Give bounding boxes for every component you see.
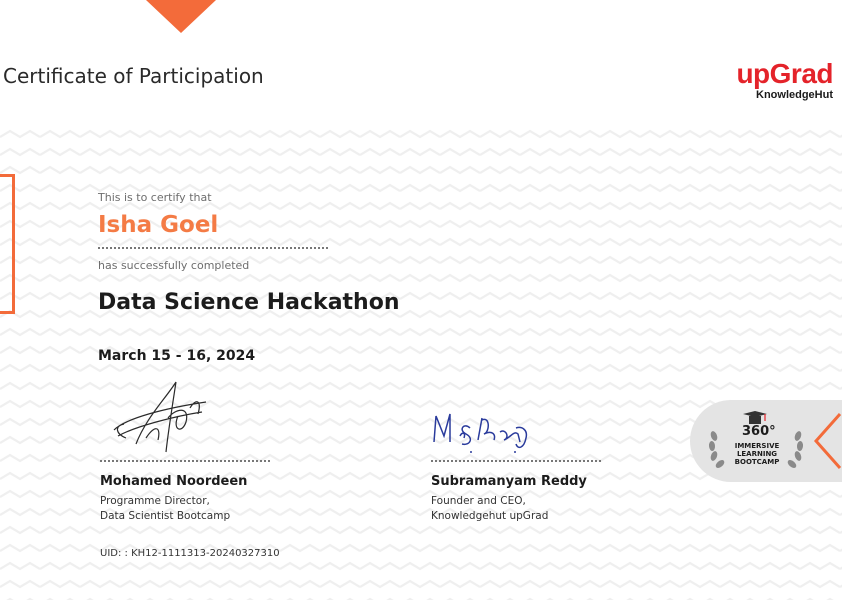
signature-noordeen	[106, 378, 216, 458]
signature-line-1	[100, 460, 270, 462]
badge-line-2: LEARNING	[736, 450, 778, 458]
completed-text: has successfully completed	[98, 259, 250, 272]
certify-text: This is to certify that	[98, 191, 212, 204]
signer-role-1b: Data Scientist Bootcamp	[100, 510, 231, 522]
graduation-cap-icon	[742, 411, 768, 425]
recipient-name: Isha Goel	[98, 212, 219, 238]
signer-role-2a: Founder and CEO,	[431, 495, 526, 507]
left-bracket-decoration	[0, 174, 15, 314]
signer-name-1: Mohamed Noordeen	[100, 474, 248, 489]
event-date: March 15 - 16, 2024	[98, 348, 256, 364]
right-chevron-decoration	[812, 412, 842, 470]
signer-name-2: Subramanyam Reddy	[431, 474, 587, 489]
certificate-title: Certificate of Participation	[3, 64, 264, 88]
signature-line-2	[431, 460, 601, 462]
logo-main-text: upGrad	[736, 58, 833, 89]
top-triangle-decoration	[146, 0, 216, 34]
certificate-uid: UID: : KH12-1111313-20240327310	[100, 548, 280, 559]
signer-role-1a: Programme Director,	[100, 495, 210, 507]
badge-label	[728, 442, 786, 466]
signer-role-2b: Knowledgehut upGrad	[431, 510, 549, 522]
badge-line-3: BOOTCAMP	[734, 458, 780, 466]
badge-line-1: IMMERSIVE	[734, 442, 780, 450]
badge-number: 360°	[742, 424, 776, 439]
course-title: Data Science Hackathon	[98, 290, 400, 315]
logo-sub-text: KnowledgeHut	[756, 89, 833, 101]
name-underline	[98, 247, 328, 249]
upgrad-logo	[712, 58, 837, 104]
signature-reddy	[430, 408, 535, 458]
